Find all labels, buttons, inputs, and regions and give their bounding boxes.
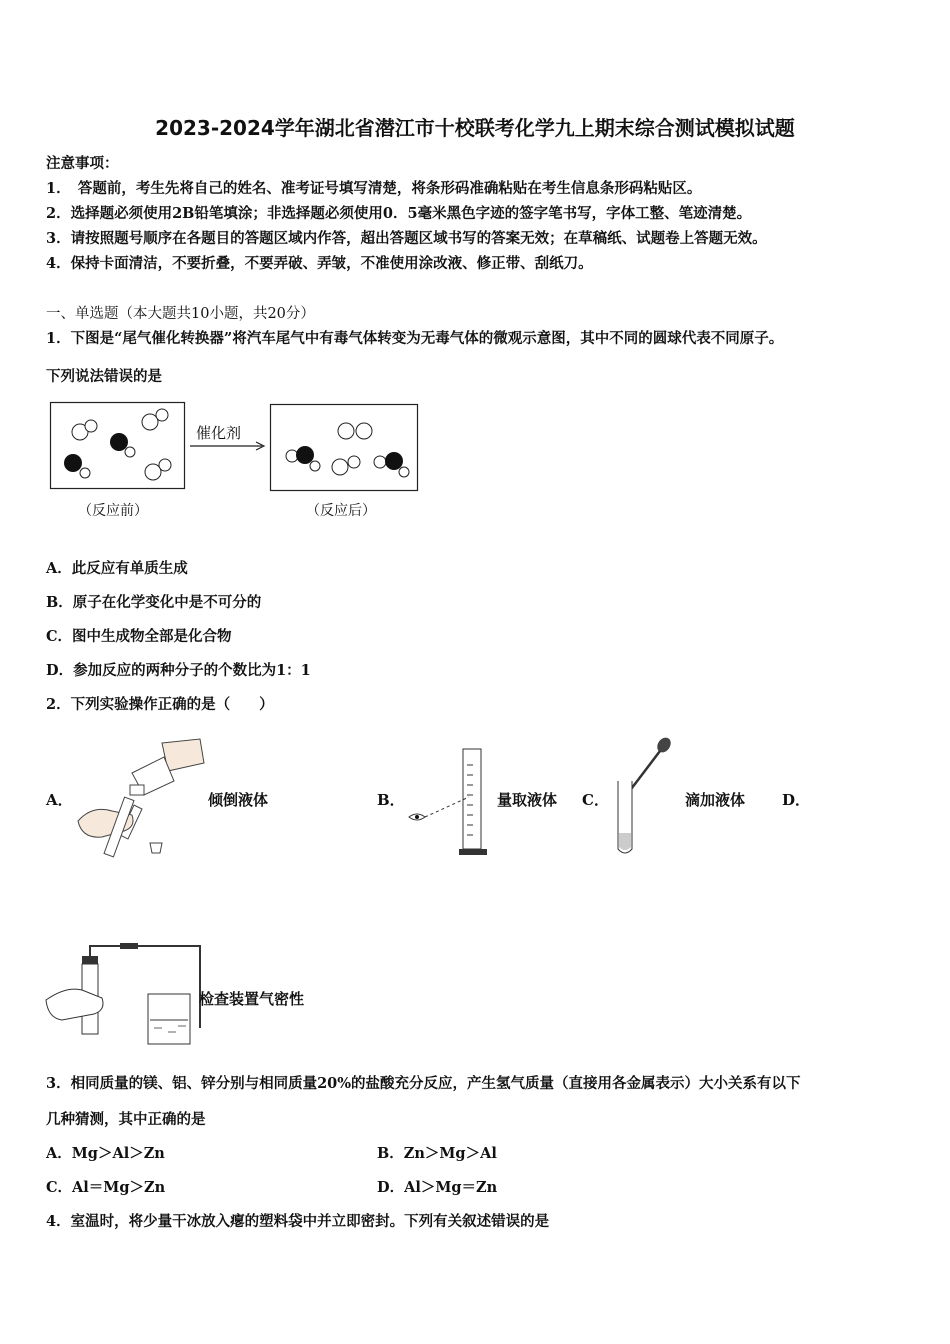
- page-title: 2023-2024学年湖北省潜江市十校联考化学九上期末综合测试模拟试题: [155, 116, 795, 140]
- q3-option-b: B．Zn＞Mg＞Al: [377, 1145, 497, 1162]
- q2-caption-c: 滴加液体: [685, 791, 746, 809]
- measuring-cylinder-illustration: [405, 745, 497, 860]
- q2-option-a-letter: A．: [46, 791, 73, 809]
- q1-option-d: D．参加反应的两种分子的个数比为1：1: [46, 662, 311, 679]
- q1-option-b: B．原子在化学变化中是不可分的: [46, 594, 262, 611]
- q2-caption-b: 量取液体: [497, 791, 558, 809]
- catalyst-label: 催化剂: [196, 424, 242, 442]
- q2-option-c-letter: C．: [582, 791, 609, 809]
- before-caption: （反应前）: [78, 503, 148, 519]
- q2-caption-a: 倾倒液体: [208, 791, 269, 809]
- q1-option-c: C．图中生成物全部是化合物: [46, 628, 232, 645]
- notice-item: 3．请按照题号顺序在各题目的答题区域内作答，超出答题区域书写的答案无效；在草稿纸、试题卷上答题无效。: [46, 230, 767, 247]
- q2-option-d-letter: D．: [782, 791, 811, 809]
- q3-stem: 3．相同质量的镁、铝、锌分别与相同质量20%的盐酸充分反应，产生氢气质量（直接用各金属表示）大小关系有以下: [46, 1075, 801, 1092]
- after-caption: （反应后）: [306, 503, 376, 519]
- notice-item: 2．选择题必须使用2B铅笔填涂；非选择题必须使用0．5毫米黑色字迹的签字笔书写，字体工整、笔迹清楚。: [46, 205, 752, 222]
- notice-item: 4．保持卡面清洁，不要折叠，不要弄破、弄皱，不准使用涂改液、修正带、刮纸刀。: [46, 255, 593, 272]
- q3-stem-cont: 几种猜测，其中正确的是: [46, 1111, 206, 1128]
- q4-stem: 4．室温时，将少量干冰放入瘪的塑料袋中并立即密封。下列有关叙述错误的是: [46, 1213, 550, 1230]
- reaction-after-figure: [270, 404, 420, 492]
- q1-option-a: A．此反应有单质生成: [46, 560, 188, 577]
- q2-stem: 2．下列实验操作正确的是（ ）: [46, 696, 274, 713]
- q3-option-c: C．Al＝Mg＞Zn: [46, 1179, 166, 1196]
- notice-heading: 注意事项：: [46, 155, 119, 172]
- pouring-liquid-illustration: [72, 735, 207, 863]
- section-heading: 一、单选题（本大题共10小题，共20分）: [46, 306, 315, 322]
- q2-option-b-letter: B．: [377, 791, 405, 809]
- q1-stem: 1．下图是“尾气催化转换器”将汽车尾气中有毒气体转变为无毒气体的微观示意图，其中不同的圆球代表不同原子。: [46, 330, 784, 347]
- airtightness-check-illustration: [42, 938, 202, 1048]
- dropper-illustration: [610, 735, 680, 860]
- notice-item: 1． 答题前，考生先将自己的姓名、准考证号填写清楚，将条形码准确粘贴在考生信息条形码粘贴区。: [46, 180, 702, 197]
- q1-stem-cont: 下列说法错误的是: [46, 368, 162, 385]
- q2-caption-d: 检查装置气密性: [199, 990, 305, 1008]
- q3-option-a: A．Mg＞Al＞Zn: [46, 1145, 165, 1162]
- reaction-before-figure: [50, 402, 186, 490]
- q3-option-d: D．Al＞Mg＝Zn: [377, 1179, 498, 1196]
